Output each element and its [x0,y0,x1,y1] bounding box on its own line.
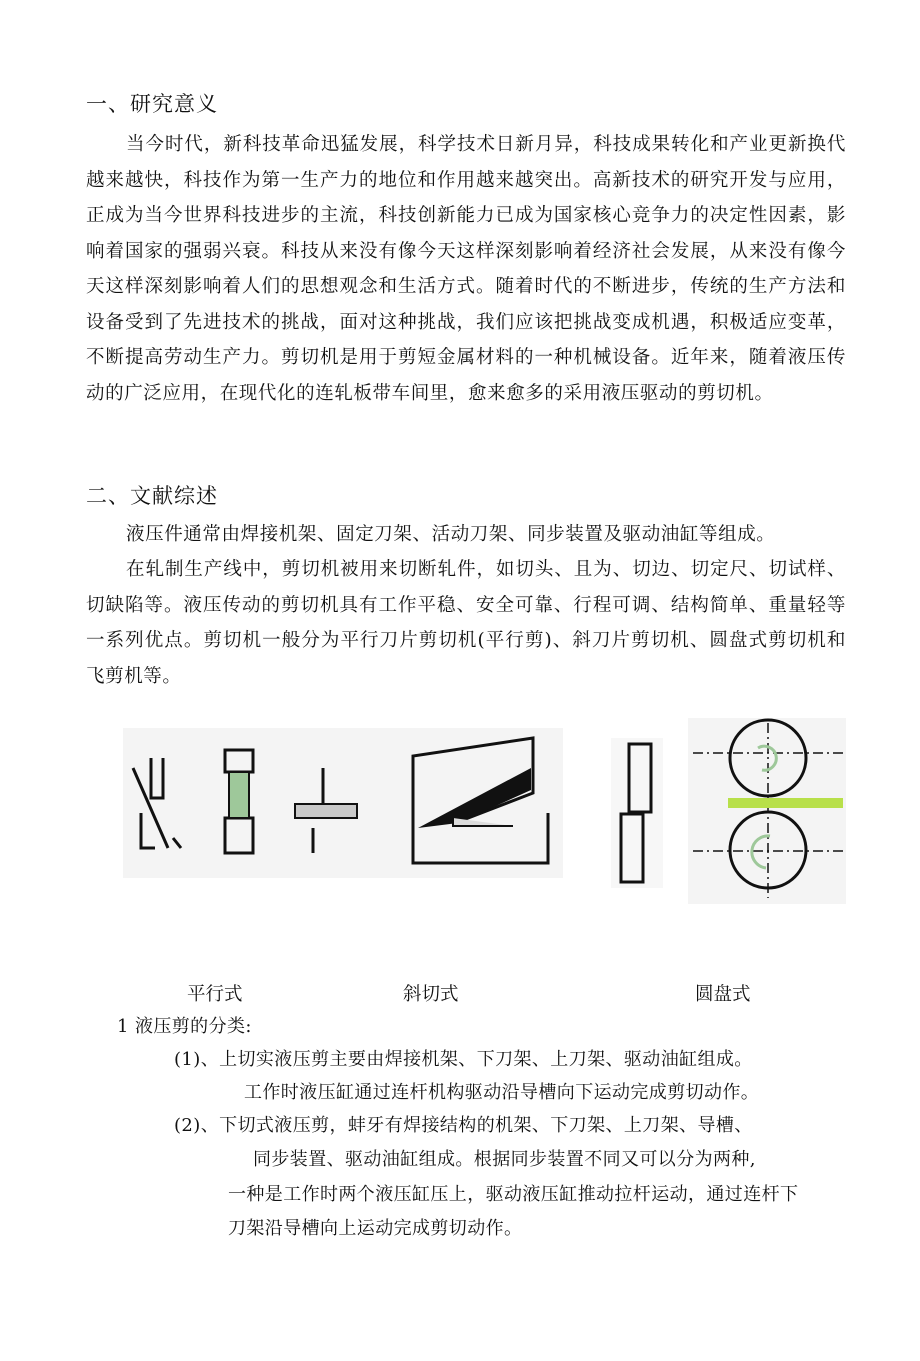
shear-diagram-oblique-side [611,738,663,888]
paragraph-shear-types: 在轧制生产线中，剪切机被用来切断轧件，如切头、且为、切边、切定尺、切试样、切缺陷等。液压传动的剪切机具有工作平稳、安全可靠、行程可调、结构简单、重量轻等一系列优点。剪切机一般分为平行刀片剪切机(平行剪)、斜刀片剪切机、圆盘式剪切机和飞剪机等。 [86,559,846,687]
classification-item-1-line-2: 工作时液压缸通过连杆机构驱动沿导槽向下运动完成剪切动作。 [244,1082,760,1103]
section-heading-research-significance: 一、研究意义 [86,92,218,116]
caption-parallel: 平行式 [187,984,243,1005]
caption-disc: 圆盘式 [695,984,751,1005]
classification-item-2-line-2: 同步装置、驱动油缸组成。根据同步装置不同又可以分为两种, [253,1149,756,1170]
classification-item-2-line-1: (2)、下切式液压剪，蚌牙有焊接结构的机架、下刀架、上刀架、导槽、 [174,1115,753,1136]
classification-item-1-line-1: (1)、上切实液压剪主要由焊接机架、下刀架、上刀架、驱动油缸组成。 [174,1049,753,1070]
caption-oblique: 斜切式 [403,984,459,1005]
classification-item-2-line-3: 一种是工作时两个液压缸压上，驱动液压缸推动拉杆运动，通过连杆下 [228,1184,799,1205]
shear-diagram-parallel-oblique [123,728,563,878]
classification-item-2-line-4: 刀架沿导槽向上运动完成剪切动作。 [228,1218,523,1239]
paragraph-components: 液压件通常由焊接机架、固定刀架、活动刀架、同步装置及驱动油缸等组成。 [126,524,776,545]
section-heading-literature-review: 二、文献综述 [86,484,218,508]
shear-diagram-disc [688,718,846,904]
paragraph-research-significance: 当今时代，新科技革命迅猛发展，科学技术日新月异，科技成果转化和产业更新换代越来越快，科技作为第一生产力的地位和作用越来越突出。高新技术的研究开发与应用，正成为当今世界科技进步的主流，科技创新能力已成为国家核心竞争力的决定性因素，影响着国家的强弱兴衰。科技从来没有像今天这样深刻影响着经济社会发展，从来没有像今天这样深刻影响着人们的思想观念和生活方式。随着时代的不断进步，传统的生产方法和设备受到了先进技术的挑战，面对这种挑战，我们应该把挑战变成机遇，积极适应变革，不断提高劳动生产力。剪切机是用于剪短金属材料的一种机械设备。近年来，随着液压传动的广泛应用，在现代化的连轧板带车间里，愈来愈多的采用液压驱动的剪切机。 [86,134,846,404]
classification-title: 1 液压剪的分类: [117,1016,252,1037]
